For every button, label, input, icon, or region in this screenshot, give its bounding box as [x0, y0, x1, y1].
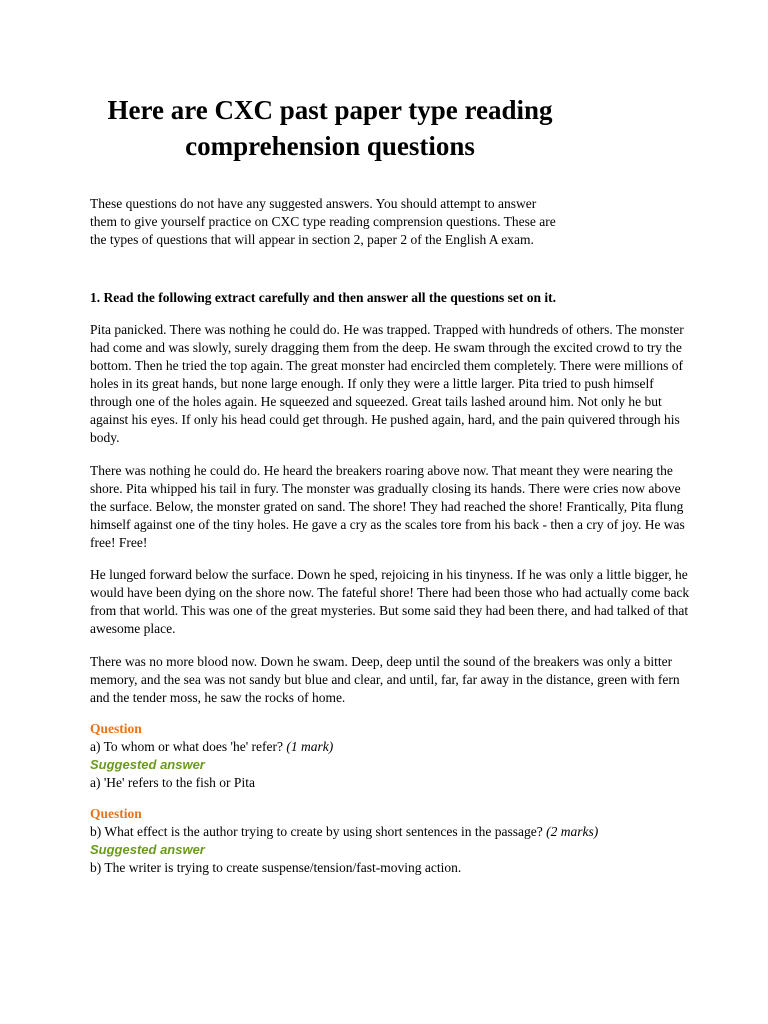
question-marks: (2 marks): [546, 824, 599, 839]
question-heading: Question: [90, 721, 142, 736]
intro-paragraph: These questions do not have any suggested answers. You should attempt to answer them to give yourself practice on CXC type reading comprension questions. These are the types of questions that will appear in section 2, paper 2 of the English A exam.: [90, 196, 556, 247]
question-text: [90, 738, 690, 756]
passage-paragraph-4: There was no more blood now. Down he swam. Deep, deep until the sound of the breakers was only a bitter memory, and the sea was not sandy but blue and clear, and until, far, far away in the distance, green with fern and the tender moss, he saw the rocks of home.: [90, 653, 680, 705]
passage-paragraph-2: There was nothing he could do. He heard the breakers roaring above now. That meant they were nearing the shore. Pita whipped his tail in fury. The monster was gradually closing its hands. There were cries now above the surface. Below, the monster grated on sand. The shore! They had reached the shore! Frantically, Pita flung himself against one of the tiny holes. He gave a cry as the scales tore from his back - then a cry of joy. He was free! Free!: [90, 462, 685, 550]
page-title: Here are CXC past paper type reading comprehension questions: [107, 95, 553, 161]
reading-passage: [90, 321, 690, 721]
suggested-answer-text: b) The writer is trying to create suspense/tension/fast-moving action.: [90, 860, 462, 875]
question-prompt: b) What effect is the author trying to create by using short sentences in the passage?: [90, 824, 543, 839]
suggested-answer-text: a) 'He' refers to the fish or Pita: [90, 775, 255, 790]
suggested-answer-heading: Suggested answer: [90, 842, 205, 857]
passage-paragraph-1: Pita panicked. There was nothing he could do. He was trapped. Trapped with hundreds of others. The monster had come and was slowly, surely dragging them from the deep. He swam through the excited crowd to try the bottom. Then he tried the top again. The great monster had encircled them completely. There were millions of holes in its great hands, but none large enough. If only they were a little larger. Pita tried to push himself through one of the holes again. He squeezed and squeezed. Great tails lashed around him. Not only he but against his eyes. If only his head could get through. He pushed again, hard, and the pain quivered through his body.: [90, 322, 684, 445]
question-prompt: a) To whom or what does 'he' refer?: [90, 739, 283, 754]
question-block-a: [90, 720, 690, 792]
question-heading: Question: [90, 806, 142, 821]
question-text: [90, 823, 690, 841]
instruction-heading: 1. Read the following extract carefully and then answer all the questions set on it.: [90, 290, 556, 305]
suggested-answer-heading: Suggested answer: [90, 757, 205, 772]
passage-paragraph-3: He lunged forward below the surface. Down he sped, rejoicing in his tinyness. If he was only a little bigger, he would have been dying on the shore now. The fateful shore! There had been those who had actually come back from that world. This was one of the great mysteries. But some said they had been there, and had talked of that awesome place.: [90, 567, 690, 636]
question-block-b: [90, 805, 690, 877]
question-marks: (1 mark): [286, 739, 334, 754]
